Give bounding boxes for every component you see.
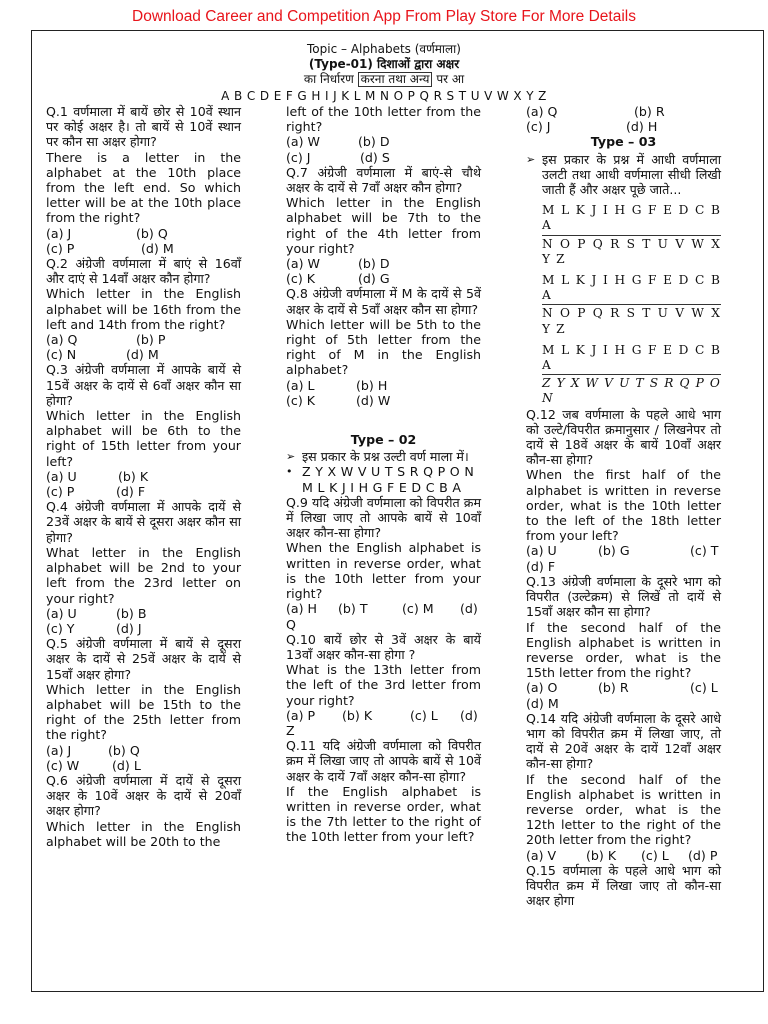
- question-hindi: Q.6 अंग्रेजी वर्णमाला में दायें से दूसरा अक्षर के 10वें अक्षर के दायें से 20वाँ अक्षर होगा?: [46, 772, 241, 819]
- option: (c) P: [46, 240, 75, 256]
- options-row: [526, 680, 721, 695]
- bullet-item: [526, 152, 721, 198]
- option: (d) M: [126, 347, 159, 363]
- sequence-top: M L K J I H G F E D C B A: [542, 273, 721, 305]
- option: (b) B: [116, 605, 147, 621]
- question-english: Which letter in the English alphabet will be 20th to the: [46, 818, 241, 849]
- option: (d) M: [526, 695, 559, 711]
- arrow-bullet-icon: ➢: [286, 450, 296, 464]
- option: (b) R: [598, 680, 629, 696]
- option: (d) F: [526, 558, 556, 574]
- options-row: [526, 119, 721, 134]
- sequence-bottom: Z Y X W V U T S R Q P O N: [542, 376, 721, 406]
- sequence-top: M L K J I H G F E D C B A: [542, 343, 721, 375]
- option: (d) H: [626, 119, 658, 135]
- question-english: If the English alphabet is written in reverse order, what is the 7th letter to the right of the 10th letter from your left?: [286, 783, 481, 845]
- options-row: [46, 469, 241, 484]
- option: (b) Q: [108, 742, 140, 758]
- option: (b) K: [586, 847, 617, 863]
- option: (c) L: [641, 847, 669, 863]
- question-english: When the English alphabet is written in reverse order, what is the 10th letter from your right?: [286, 540, 481, 602]
- option: (b) T: [338, 601, 368, 617]
- dot-bullet-icon: •: [286, 465, 293, 479]
- options-row: [286, 271, 481, 286]
- question-hindi: Q.14 यदि अंग्रेजी वर्णमाला के दूसरे आधे भाग को विपरीत क्रम में लिखा जाए, तो दायें से 20वें अक्षर के दायें 12वाँ अक्षर कौन-सा होगा?: [526, 710, 721, 772]
- question-hindi: Q.13 अंग्रेजी वर्णमाला के दूसरे भाग को विपरीत (उल्टेक्रम) से लिखें तो दायें से 15वाँ अक्षर कौन सा होगा?: [526, 573, 721, 620]
- question-english: Which letter in the English alphabet will be 15th to the right of the 25th letter from the right?: [46, 681, 241, 743]
- highlight-box: करना तथा अन्य: [358, 72, 433, 87]
- subline-text: का निर्धारण: [303, 72, 354, 86]
- option: (a) J: [46, 225, 72, 241]
- option: (c) L: [410, 707, 438, 723]
- question-english: What letter in the English alphabet will be 2nd to your left from the 23rd letter on your right?: [46, 544, 241, 606]
- options-row: [286, 150, 481, 165]
- option: (d) M: [141, 240, 174, 256]
- option: (a) V: [526, 847, 557, 863]
- question-hindi: Q.11 यदि अंग्रेजी वर्णमाला को विपरीत क्रम में लिखा जाए तो आपके बायें से 10वें अक्षर के दायें 7वाँ अक्षर कौन-सा होगा?: [286, 738, 481, 784]
- option: (d) F: [116, 484, 146, 500]
- option: (d) W: [356, 392, 391, 408]
- options-row: [286, 601, 481, 616]
- question-english: There is a letter in the alphabet at the 10th place from the left end. So which letter will be at the 10th place from the right?: [46, 149, 241, 226]
- option: (a) U: [46, 605, 77, 621]
- option: (a) P: [286, 707, 316, 723]
- option: (a) W: [286, 256, 320, 272]
- options-row: [46, 606, 241, 621]
- options-row: [46, 621, 241, 636]
- header-subline: [0, 72, 768, 87]
- options-row: [526, 848, 721, 863]
- options-row: [46, 484, 241, 499]
- option: (d) L: [112, 757, 141, 773]
- type-title: (Type-01) दिशाओं द्वारा अक्षर: [308, 57, 460, 71]
- options-row: [46, 332, 241, 347]
- question-english: Which letter will be 5th to the right of 5th letter from the right of M in the English alphabet?: [286, 316, 481, 378]
- page-header: [0, 42, 768, 87]
- column-3: [526, 104, 721, 908]
- subline-text: पर आ: [436, 72, 465, 86]
- option: (a) U: [46, 468, 77, 484]
- option: (c) K: [286, 392, 316, 408]
- option: (a) W: [286, 134, 320, 150]
- options-row: [526, 543, 721, 558]
- options-row: [46, 743, 241, 758]
- sequence-bottom: N O P Q R S T U V W X Y Z: [542, 306, 721, 336]
- option: (d) G: [358, 271, 390, 287]
- option: (c) Y: [46, 620, 75, 636]
- topic-title: Topic – Alphabets (वर्णमाला): [307, 42, 461, 56]
- option: (b) K: [342, 707, 373, 723]
- alphabet-sequence-1: [542, 203, 721, 267]
- alphabet-sequence-3: [542, 343, 721, 407]
- question-hindi: Q.10 बायें छोर से 3वें अक्षर के बायें 13वाँ अक्षर कौन-सा होगा ?: [286, 631, 481, 662]
- option: (a) Q: [526, 104, 558, 119]
- option: (b) G: [598, 543, 630, 559]
- question-english: Which letter in the English alphabet will be 7th to the right of the 4th letter from your right?: [286, 195, 481, 256]
- option: (a) J: [46, 742, 72, 758]
- option: (b) R: [634, 104, 665, 119]
- question-english: Which letter in the English alphabet will be 6th to the right of 15th letter from your left?: [46, 408, 241, 469]
- options-row: [46, 758, 241, 773]
- question-hindi: Q.2 अंग्रेजी वर्णमाला में बाएं से 16वाँ और दाएं से 14वाँ अक्षर कौन होगा?: [46, 256, 241, 287]
- options-row: [526, 104, 721, 119]
- option-continued: Q: [286, 616, 296, 632]
- option: (b) D: [358, 134, 390, 150]
- question-english: If the second half of the English alphabet is written in reverse order, what is the 15th letter from the right?: [526, 619, 721, 681]
- download-banner[interactable]: Download Career and Competition App From Play Store For More Details: [132, 8, 636, 25]
- options-row: [286, 134, 481, 149]
- options-row: [286, 378, 481, 393]
- section-title-type-2: Type – 02: [350, 432, 417, 448]
- option: (c) J: [286, 149, 311, 165]
- option: (b) Q: [136, 225, 168, 241]
- option: (a) Q: [46, 332, 78, 348]
- option: (c) T: [690, 543, 719, 559]
- options-row: [46, 347, 241, 362]
- question-hindi: Q.15 वर्णमाला के पहले आधे भाग को विपरीत क्रम में लिखा जाए तो कौन-सा अक्षर होगा: [526, 862, 721, 909]
- option: (a) H: [286, 601, 318, 617]
- bullet-item: [286, 449, 481, 464]
- column-2: [286, 104, 481, 845]
- option: (d) S: [360, 149, 390, 165]
- question-hindi: Q.12 जब वर्णमाला के पहले आधे भाग को उल्टे/विपरीत क्रमानुसार / लिखनेपर तो दायें से 18वें अक्षर के बायें 10वाँ अक्षर कौन-सा होगा?: [526, 406, 721, 468]
- question-hindi: Q.4 अंग्रेजी वर्णमाला में आपके दायें से 23वें अक्षर के बायें से दूसरा अक्षर कौन सा होगा?: [46, 499, 241, 545]
- option: (d): [460, 601, 478, 617]
- alphabet-sequence-2: [542, 273, 721, 337]
- options-row: [286, 708, 481, 723]
- option: (a) L: [286, 377, 315, 393]
- option: (c) P: [46, 484, 75, 500]
- question-hindi: Q.3 अंग्रेजी वर्णमाला में आपके बायें से 15वें अक्षर के दायें से 6वाँ अक्षर कौन सा होगा?: [46, 362, 241, 408]
- option: (d): [460, 707, 478, 723]
- options-row: [46, 241, 241, 256]
- bullet-text: इस प्रकार के प्रश्न में आधी वर्णमाला उलटी तथा आधी वर्णमाला सीधी लिखी जाती हैं और अक्षर पूछे जाते...: [542, 151, 721, 198]
- sequence-bottom: N O P Q R S T U V W X Y Z: [542, 236, 721, 266]
- option: (b) K: [118, 468, 149, 484]
- question-hindi: Q.7 अंग्रेजी वर्णमाला में बाएं-से चौथे अक्षर के दायें से 7वाँ अक्षर कौन होगा?: [286, 164, 481, 196]
- option: (c) L: [690, 680, 718, 696]
- option: (d) P: [688, 847, 718, 863]
- option: (a) O: [526, 680, 558, 696]
- column-1: [46, 104, 241, 849]
- option: (c) J: [526, 119, 551, 135]
- option: (b) D: [358, 256, 390, 272]
- question-english: What is the 13th letter from the left of the 3rd letter from your right?: [286, 662, 481, 708]
- sequence-top: M L K J I H G F E D C B A: [542, 203, 721, 235]
- question-hindi: Q.9 यदि अंग्रेजी वर्णमाला को विपरीत क्रम में लिखा जाए तो आपके बायें से 10वाँ अक्षर कौन-सा होगा?: [286, 494, 481, 541]
- bullet-text: इस प्रकार के प्रश्न उल्टी वर्ण माला में।: [302, 449, 469, 465]
- section-title-type-3: Type – 03: [590, 134, 657, 150]
- option: (a) U: [526, 543, 557, 559]
- question-hindi: Q.5 अंग्रेजी वर्णमाला में बायें से दूसरा अक्षर के दायें से 25वें अक्षर के दायें से 15वाँ अक्षर होगा?: [46, 636, 241, 682]
- question-english: If the second half of the English alphabet is written in reverse order, what is the 12th letter to the right of the 20th letter from the right?: [526, 771, 721, 848]
- arrow-bullet-icon: ➢: [526, 152, 536, 166]
- option: (c) N: [46, 347, 77, 363]
- options-row: [286, 393, 481, 408]
- option: (b) P: [136, 332, 166, 348]
- bullet-item: [286, 464, 481, 494]
- option: (d) J: [116, 620, 142, 636]
- question-english: left of the 10th letter from the right?: [286, 104, 481, 135]
- option: (c) K: [286, 271, 316, 287]
- question-english: Which letter in the English alphabet will be 16th from the left and 14th from the right?: [46, 286, 241, 332]
- bullet-text: Z Y X W V U T S R Q P O N M L K J I H G F E D C B A: [302, 464, 475, 495]
- option: (c) M: [402, 601, 434, 617]
- option: (b) H: [356, 377, 388, 393]
- option: (c) W: [46, 757, 80, 773]
- alphabet-row: A B C D E F G H I J K L M N O P Q R S T U V W X Y Z: [221, 89, 547, 103]
- question-hindi: Q.8 अंग्रेजी वर्णमाला में M के दायें से 5वें अक्षर के दायें से 5वाँ अक्षर कौन सा होगा?: [286, 286, 481, 317]
- option-continued: Z: [286, 722, 295, 738]
- options-row: [46, 226, 241, 241]
- options-row: [286, 256, 481, 271]
- question-english: When the first half of the alphabet is written in reverse order, what is the 10th letter to the left of the 18th letter from your left?: [526, 467, 721, 544]
- question-hindi: Q.1 वर्णमाला में बायें छोर से 10वें स्थान पर कोई अक्षर है। तो बायें से 10वें स्थान पर कौन सा अक्षर होगा?: [46, 104, 241, 150]
